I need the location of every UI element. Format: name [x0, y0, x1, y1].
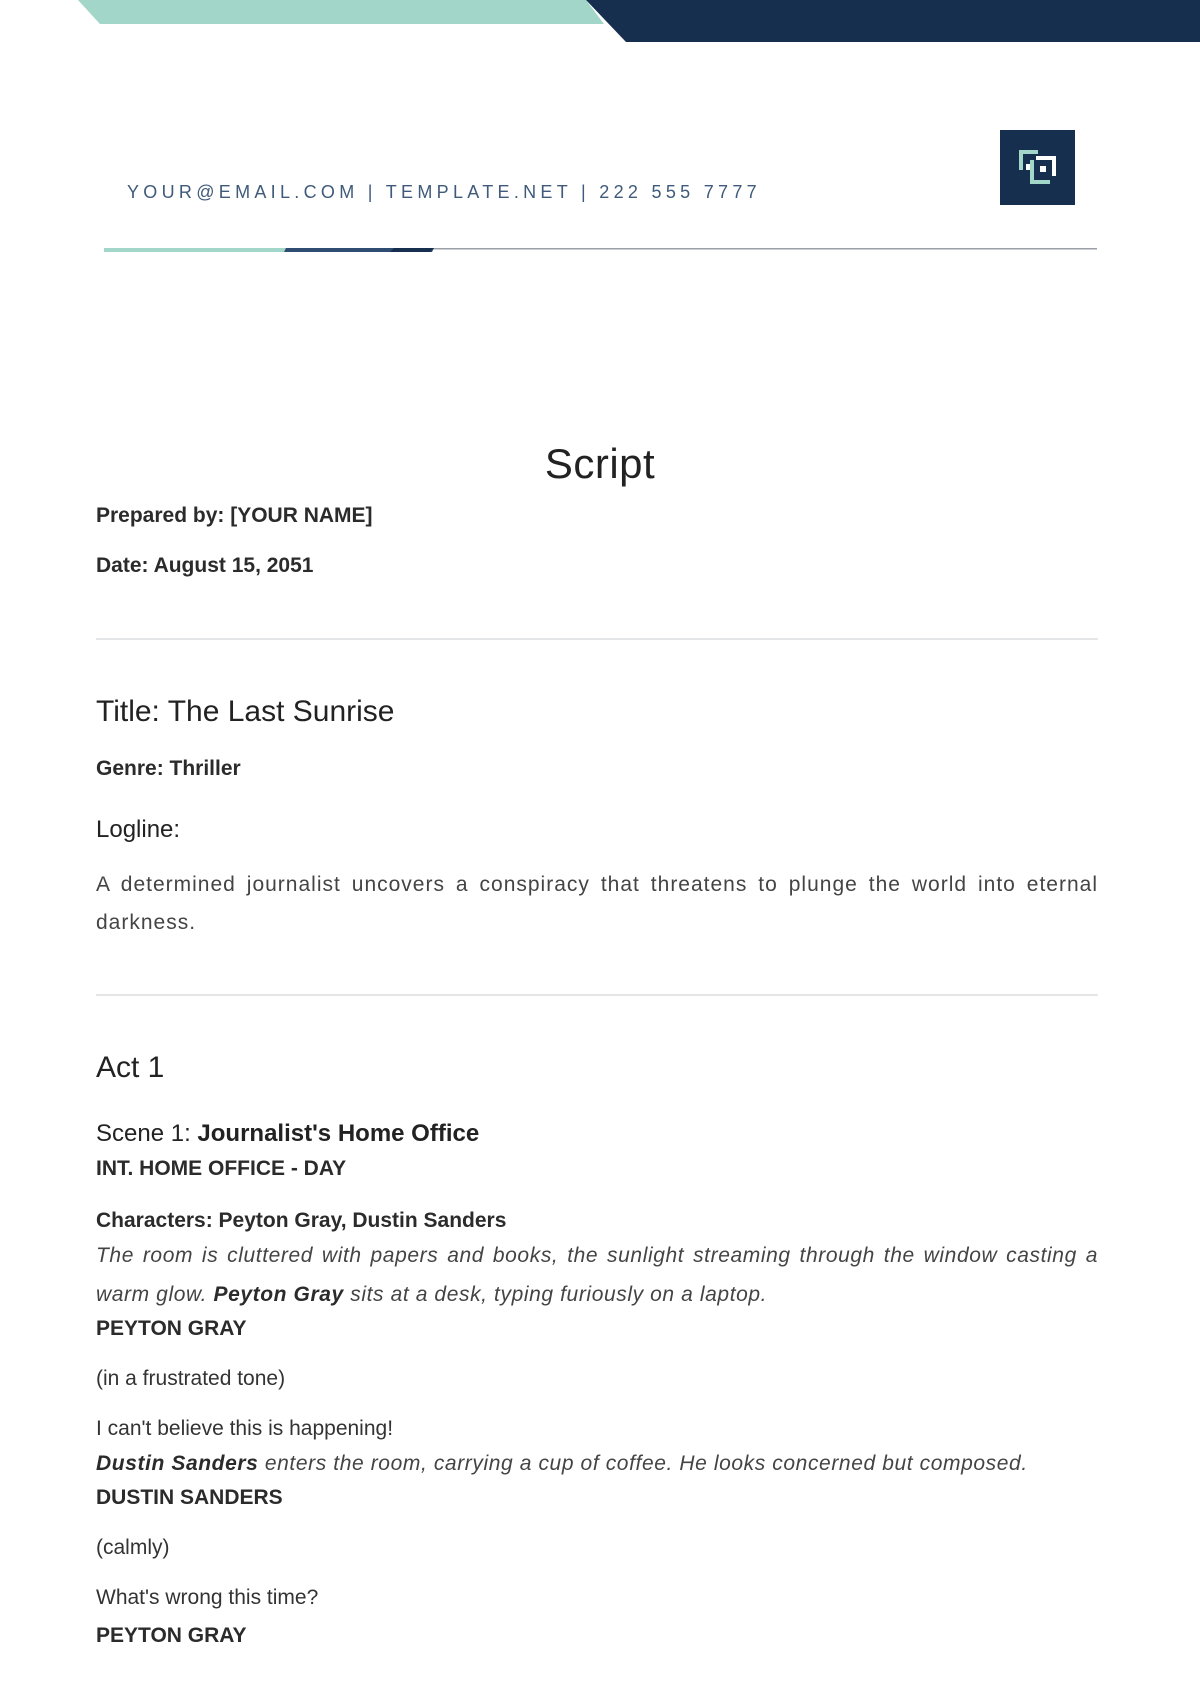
script-title-value: The Last Sunrise	[167, 695, 395, 728]
action-text: enters the room, carrying a cup of coffee. He looks concerned but composed.	[258, 1452, 1028, 1475]
genre: Genre: Thriller	[96, 757, 241, 780]
character-cue: PEYTON GRAY	[96, 1317, 247, 1340]
parenthetical: (calmly)	[96, 1536, 170, 1559]
scene-title: Journalist's Home Office	[197, 1120, 480, 1147]
document-squares-icon	[1016, 146, 1059, 189]
dialogue: I can't believe this is happening!	[96, 1417, 394, 1440]
script-title	[96, 692, 1098, 732]
scene-slug-line: INT. HOME OFFICE - DAY	[96, 1157, 347, 1180]
action-text: The room is cluttered with papers and books, the sunlight streaming through the window casting a warm glow.	[96, 1244, 1098, 1306]
logline-text: A determined journalist uncovers a conspiracy that threatens to plunge the world into eternal darkness.	[96, 873, 1098, 934]
logo	[1000, 130, 1075, 205]
script-title-label: Title:	[96, 695, 168, 728]
character-reference: Peyton Gray	[213, 1283, 344, 1306]
document-body	[96, 498, 1098, 1651]
characters-line: Characters: Peyton Gray, Dustin Sanders	[96, 1209, 507, 1232]
logline-heading: Logline:	[96, 816, 181, 843]
header-navy-stripe	[586, 0, 1200, 42]
action-line	[96, 1236, 1098, 1314]
act-heading: Act 1	[96, 1051, 165, 1084]
parenthetical: (in a frustrated tone)	[96, 1367, 286, 1390]
contact-line: YOUR@EMAIL.COM | TEMPLATE.NET | 222 555 7777	[127, 182, 761, 202]
document-date: Date: August 15, 2051	[96, 554, 314, 577]
action-line	[96, 1444, 1098, 1483]
character-reference: Dustin Sanders	[96, 1452, 259, 1475]
dialogue: What's wrong this time?	[96, 1586, 319, 1609]
page-title: Script	[544, 440, 656, 487]
prepared-by: Prepared by: [YOUR NAME]	[96, 504, 373, 527]
header-rule	[104, 246, 1097, 254]
action-text: sits at a desk, typing furiously on a laptop.	[343, 1283, 768, 1306]
character-cue: DUSTIN SANDERS	[96, 1486, 283, 1509]
scene-heading	[96, 1118, 1098, 1150]
scene-label: Scene 1:	[96, 1120, 198, 1147]
header-band	[0, 0, 1200, 42]
character-cue: PEYTON GRAY	[96, 1624, 247, 1647]
header-mint-stripe	[78, 0, 604, 24]
